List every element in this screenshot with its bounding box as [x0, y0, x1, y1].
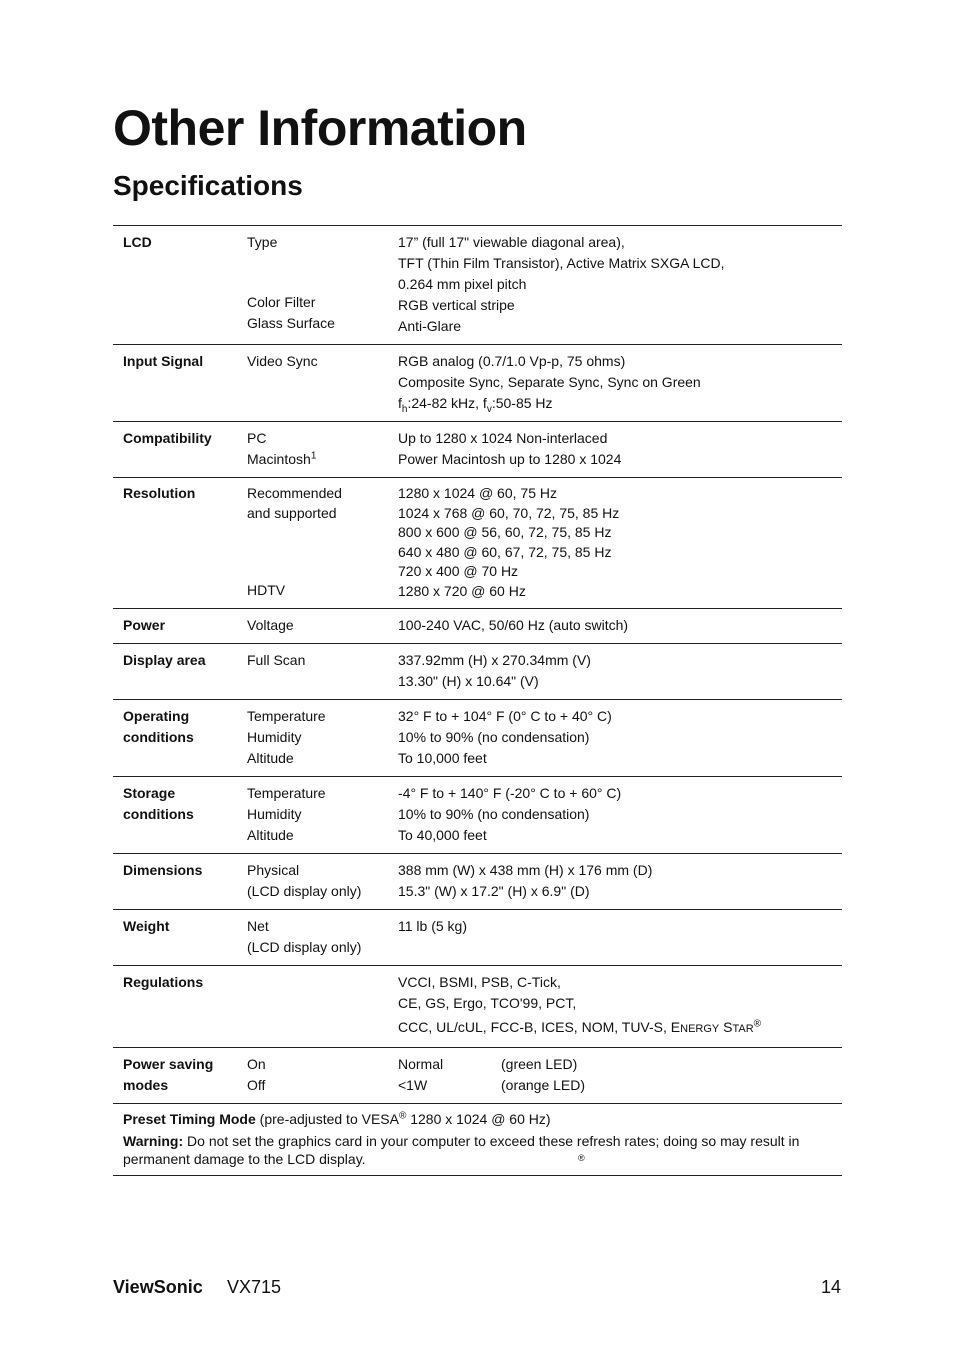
- value: 32° F to + 104° F (0° C to + 40° C): [398, 708, 612, 724]
- registered-mark: ®: [578, 1153, 585, 1163]
- spec-row-lcd: [113, 226, 842, 345]
- row-subitems: [237, 910, 388, 966]
- subitem: Macintosh$^1$: [247, 450, 317, 467]
- subitem: (LCD display only): [247, 883, 362, 899]
- row-values: [388, 422, 842, 478]
- spec-row-storage-conditions: [113, 777, 842, 854]
- spec-row-dimensions: [113, 854, 842, 910]
- value: 1024 x 768 @ 60, 70, 72, 75, 85 Hz: [398, 504, 620, 521]
- value: 800 x 600 @ 56, 60, 72, 75, 85 Hz: [398, 524, 612, 540]
- spec-row-operating-conditions: [113, 700, 842, 777]
- value: Anti-Glare: [398, 318, 462, 334]
- row-subitems: [237, 777, 388, 854]
- row-label: Input Signal: [123, 353, 204, 369]
- spec-row-display-area: [113, 644, 842, 700]
- value: CE, GS, Ergo, TCO'99, PCT,: [398, 995, 577, 1011]
- spec-row-regulations: [113, 966, 842, 1048]
- row-label: Display area: [123, 652, 206, 668]
- spec-row-compatibility: [113, 422, 842, 478]
- row-label: Power: [123, 617, 166, 633]
- value: 337.92mm (H) x 270.34mm (V): [398, 652, 591, 668]
- value: 388 mm (W) x 438 mm (H) x 176 mm (D): [398, 862, 653, 878]
- row-subitems: [237, 609, 388, 644]
- subitem: Video Sync: [247, 353, 318, 369]
- row-subitems: [237, 226, 388, 345]
- subitem: Altitude: [247, 827, 294, 843]
- subitem: Full Scan: [247, 652, 306, 668]
- value: CCC, UL/cUL, FCC-B, ICES, NOM, TUV-S, ENERGY STAR®: [398, 1018, 762, 1035]
- row-label: Resolution: [123, 485, 196, 501]
- specifications-table: [113, 225, 842, 1176]
- row-subitems: [237, 422, 388, 478]
- value: RGB analog (0.7/1.0 Vp-p, 75 ohms): [398, 353, 626, 369]
- row-values: [388, 854, 842, 910]
- row-label: Operating conditions: [123, 708, 194, 745]
- value: 13.30" (H) x 10.64" (V): [398, 673, 539, 689]
- value: TFT (Thin Film Transistor), Active Matrix SXGA LCD,: [398, 255, 725, 271]
- value: 15.3" (W) x 17.2" (H) x 6.9" (D): [398, 883, 590, 899]
- subitem: On: [247, 1056, 266, 1072]
- row-values: [388, 644, 842, 700]
- footer-brand: ViewSonic: [113, 1277, 203, 1297]
- row-values: [388, 478, 842, 609]
- row-values: [388, 1048, 842, 1104]
- value: Power Macintosh up to 1280 x 1024: [398, 451, 622, 467]
- power-mode-on: Normal (green LED): [398, 1056, 578, 1072]
- row-values: [388, 910, 842, 966]
- row-label: Weight: [123, 918, 170, 934]
- notes: [113, 1104, 842, 1176]
- value: -4° F to + 140° F (-20° C to + 60° C): [398, 785, 622, 801]
- row-subitems: [237, 966, 388, 1048]
- subitem: Glass Surface: [247, 315, 335, 331]
- subitem: Net: [247, 918, 269, 934]
- power-mode-off: <1W (orange LED): [398, 1077, 586, 1093]
- value: To 40,000 feet: [398, 827, 487, 843]
- row-label: LCD: [123, 234, 152, 250]
- row-subitems: [237, 854, 388, 910]
- row-values: [388, 226, 842, 345]
- value: 1280 x 720 @ 60 Hz: [398, 582, 526, 599]
- subitem: Altitude: [247, 750, 294, 766]
- subitem: Voltage: [247, 617, 294, 633]
- spec-row-weight: [113, 910, 842, 966]
- value: 640 x 480 @ 60, 67, 72, 75, 85 Hz: [398, 543, 612, 560]
- value: VCCI, BSMI, PSB, C-Tick,: [398, 974, 561, 990]
- value: Composite Sync, Separate Sync, Sync on Green: [398, 374, 701, 390]
- subitem: Color Filter: [247, 294, 316, 310]
- value: 17” (full 17" viewable diagonal area),: [398, 234, 625, 250]
- row-label: Compatibility: [123, 430, 212, 446]
- section-title: Specifications: [113, 170, 303, 201]
- subitem: Humidity: [247, 806, 302, 822]
- subitem: Temperature: [247, 708, 326, 724]
- preset-timing-note: Preset Timing Mode (pre-adjusted to VESA® 1280 x 1024 @ 60 Hz): [123, 1110, 551, 1127]
- subitem: PC: [247, 430, 267, 446]
- notes-row: [113, 1104, 842, 1176]
- page-title: Other Information: [113, 100, 527, 156]
- value: RGB vertical stripe: [398, 297, 515, 313]
- row-subitems: [237, 1048, 388, 1104]
- subitem: and supported: [247, 504, 337, 521]
- row-values: [388, 700, 842, 777]
- subitem: Physical: [247, 862, 300, 878]
- footer-model: VX715: [227, 1277, 282, 1297]
- frequency-value: $f_h:24-82$ kHz, $f_v:50-85$ Hz: [398, 395, 553, 415]
- value: 720 x 400 @ 70 Hz: [398, 563, 519, 579]
- value: To 10,000 feet: [398, 750, 487, 766]
- footnote-mark: 1: [310, 450, 317, 462]
- value: 10% to 90% (no condensation): [398, 729, 590, 745]
- row-subitems: [237, 700, 388, 777]
- row-values: [388, 966, 842, 1048]
- spec-row-input-signal: [113, 345, 842, 422]
- spec-row-resolution: [113, 478, 842, 609]
- value: Up to 1280 x 1024 Non-interlaced: [398, 430, 608, 446]
- row-values: [388, 345, 842, 422]
- spec-row-power-saving-modes: [113, 1048, 842, 1104]
- subitem: (LCD display only): [247, 939, 362, 955]
- row-label: Power saving modes: [123, 1056, 214, 1093]
- subitem: HDTV: [247, 582, 286, 598]
- subitem: Recommended: [247, 485, 342, 501]
- subitem: Humidity: [247, 729, 302, 745]
- value: 1280 x 1024 @ 60, 75 Hz: [398, 485, 557, 501]
- warning-note: Warning: Do not set the graphics card in your computer to exceed these refresh rates; doing so may result in permanent damage to the LCD display.: [123, 1133, 800, 1167]
- page-number: 14: [820, 1277, 841, 1297]
- subitem: Temperature: [247, 785, 326, 801]
- row-values: [388, 777, 842, 854]
- subitem: Type: [247, 234, 278, 250]
- value: 100-240 VAC, 50/60 Hz (auto switch): [398, 617, 629, 633]
- value: 11 lb (5 kg): [398, 918, 467, 934]
- row-label: Storage conditions: [123, 785, 194, 822]
- row-subitems: [237, 345, 388, 422]
- value: 10% to 90% (no condensation): [398, 806, 590, 822]
- value: 0.264 mm pixel pitch: [398, 276, 527, 292]
- row-values: [388, 609, 842, 644]
- row-label: Regulations: [123, 974, 204, 990]
- spec-row-power: [113, 609, 842, 644]
- row-subitems: [237, 644, 388, 700]
- row-label: Dimensions: [123, 862, 203, 878]
- row-subitems: [237, 478, 388, 609]
- subitem: Off: [247, 1077, 266, 1093]
